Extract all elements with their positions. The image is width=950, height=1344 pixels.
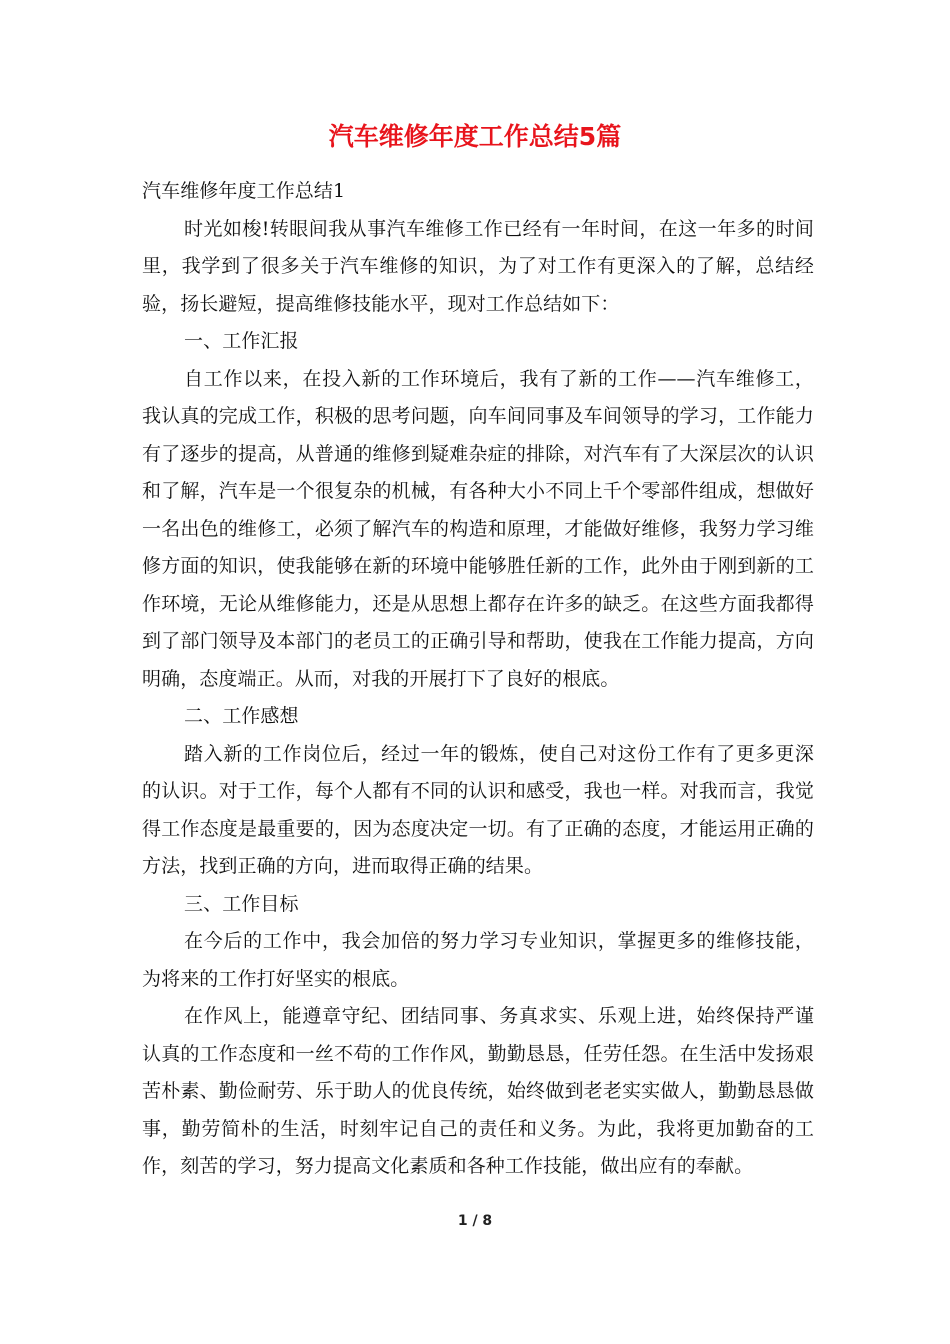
work-thoughts-paragraph: 踏入新的工作岗位后，经过一年的锻炼，使自己对这份工作有了更多更深的认识。对于工作，每个人都有不同的认识和感受，我也一样。对我而言，我觉得工作态度是最重要的，因为态度决定一切。有了正确的态度，才能运用正确的方法，找到正确的方向，进而取得正确的结果。 [142, 742, 814, 877]
document-body [142, 173, 814, 1186]
work-goals-paragraph: 在今后的工作中，我会加倍的努力学习专业知识，掌握更多的维修技能，为将来的工作打好坚实的根底。 [142, 930, 814, 990]
work-report-paragraph: 自工作以来，在投入新的工作环境后，我有了新的工作——汽车维修工，我认真的完成工作，积极的思考问题，向车间同事及车间领导的学习，工作能力有了逐步的提高，从普通的维修到疑难杂症的排除，对汽车有了大深层次的认识和了解，汽车是一个很复杂的机械，有各种大小不同上千个零部件组成，想做好一名出色的维修工，必须了解汽车的构造和原理，才能做好维修，我努力学习维修方面的知识，使我能够在新的环境中能够胜任新的工作，此外由于刚到新的工作环境，无论从维修能力，还是从思想上都存在许多的缺乏。在这些方面我都得到了部门领导及本部门的老员工的正确引导和帮助，使我在工作能力提高，方向明确，态度端正。从而，对我的开展打下了良好的根底。 [142, 367, 814, 690]
heading-work-report: 一、工作汇报 [184, 330, 299, 352]
heading-work-goals: 三、工作目标 [184, 892, 299, 915]
page-number: 1 / 8 [457, 1213, 493, 1229]
heading-work-thoughts: 二、工作感想 [184, 705, 299, 727]
intro-paragraph: 时光如梭!转眼间我从事汽车维修工作已经有一年时间，在这一年多的时间里，我学到了很多关于汽车维修的知识，为了对工作有更深入的了解，总结经验，扬长避短，提高维修技能水平，现对工作总结如下： [142, 217, 814, 315]
work-style-paragraph: 在作风上，能遵章守纪、团结同事、务真求实、乐观上进，始终保持严谨认真的工作态度和一丝不苟的工作作风，勤勤恳恳，任劳任怨。在生活中发扬艰苦朴素、勤俭耐劳、乐于助人的优良传统，始终做到老老实实做人，勤勤恳恳做事，勤劳简朴的生活，时刻牢记自己的责任和义务。为此，我将更加勤奋的工作，刻苦的学习，努力提高文化素质和各种工作技能，做出应有的奉献。 [142, 1005, 814, 1177]
document-title: 汽车维修年度工作总结5篇 [328, 122, 622, 151]
section-subtitle: 汽车维修年度工作总结1 [142, 180, 346, 202]
